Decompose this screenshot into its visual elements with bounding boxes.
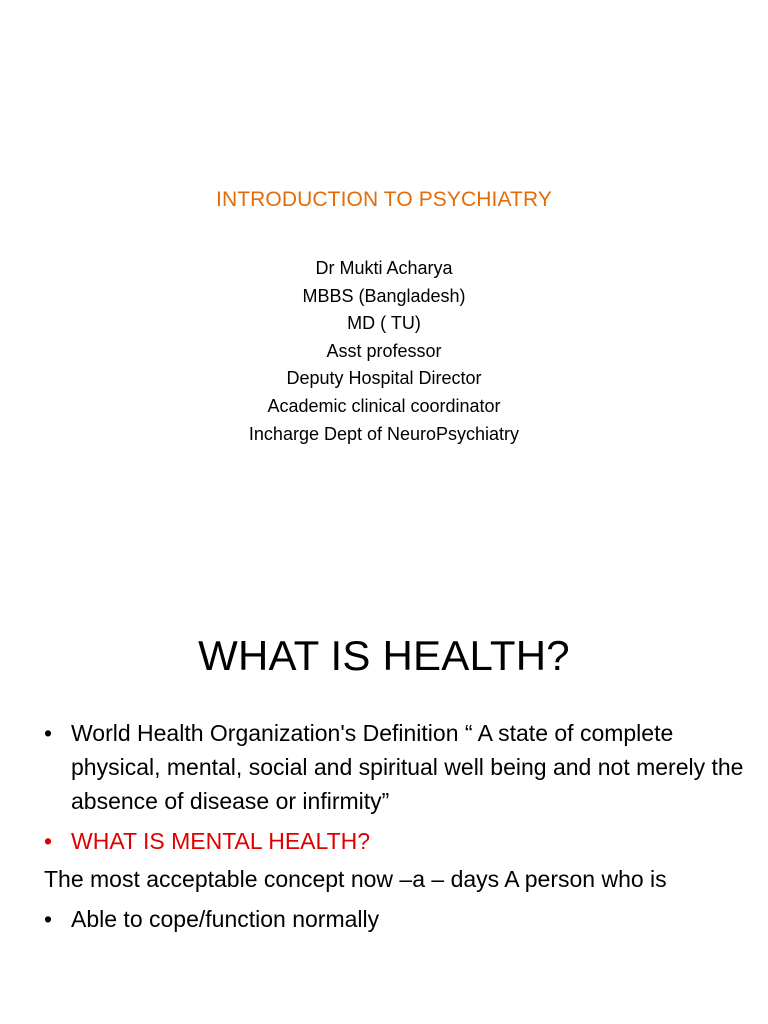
bullet-icon: •	[44, 828, 53, 854]
slide-body	[44, 716, 744, 936]
credit-line: Academic clinical coordinator	[267, 395, 501, 416]
bullet-text: Able to cope/function normally	[71, 906, 380, 932]
credit-line: Dr Mukti Acharya	[315, 258, 453, 278]
bullet-icon: •	[44, 906, 53, 932]
body-paragraph: The most acceptable concept now –a – days A person who is	[44, 866, 667, 892]
credit-line: Incharge Dept of NeuroPsychiatry	[248, 423, 520, 444]
bullet-text: World Health Organization's Definition “ A state of complete physical, mental, social and spiritual well being and not merely the absence of disease or infirmity”	[71, 720, 744, 814]
credit-line: MD ( TU)	[347, 313, 421, 334]
slide-what-is-health	[0, 576, 768, 1024]
credit-line: MBBS (Bangladesh)	[302, 285, 466, 306]
bullet-icon: •	[44, 720, 53, 746]
credit-line: Deputy Hospital Director	[286, 368, 482, 389]
author-credits	[0, 255, 768, 448]
bullet-text: WHAT IS MENTAL HEALTH?	[71, 828, 371, 854]
credit-line: Asst professor	[326, 340, 442, 361]
bullet-item-highlight	[44, 824, 744, 858]
slide-title: WHAT IS HEALTH?	[198, 632, 570, 679]
slide-title: INTRODUCTION TO PSYCHIATRY	[216, 188, 552, 211]
bullet-item	[44, 716, 744, 818]
bullet-item	[44, 902, 744, 936]
